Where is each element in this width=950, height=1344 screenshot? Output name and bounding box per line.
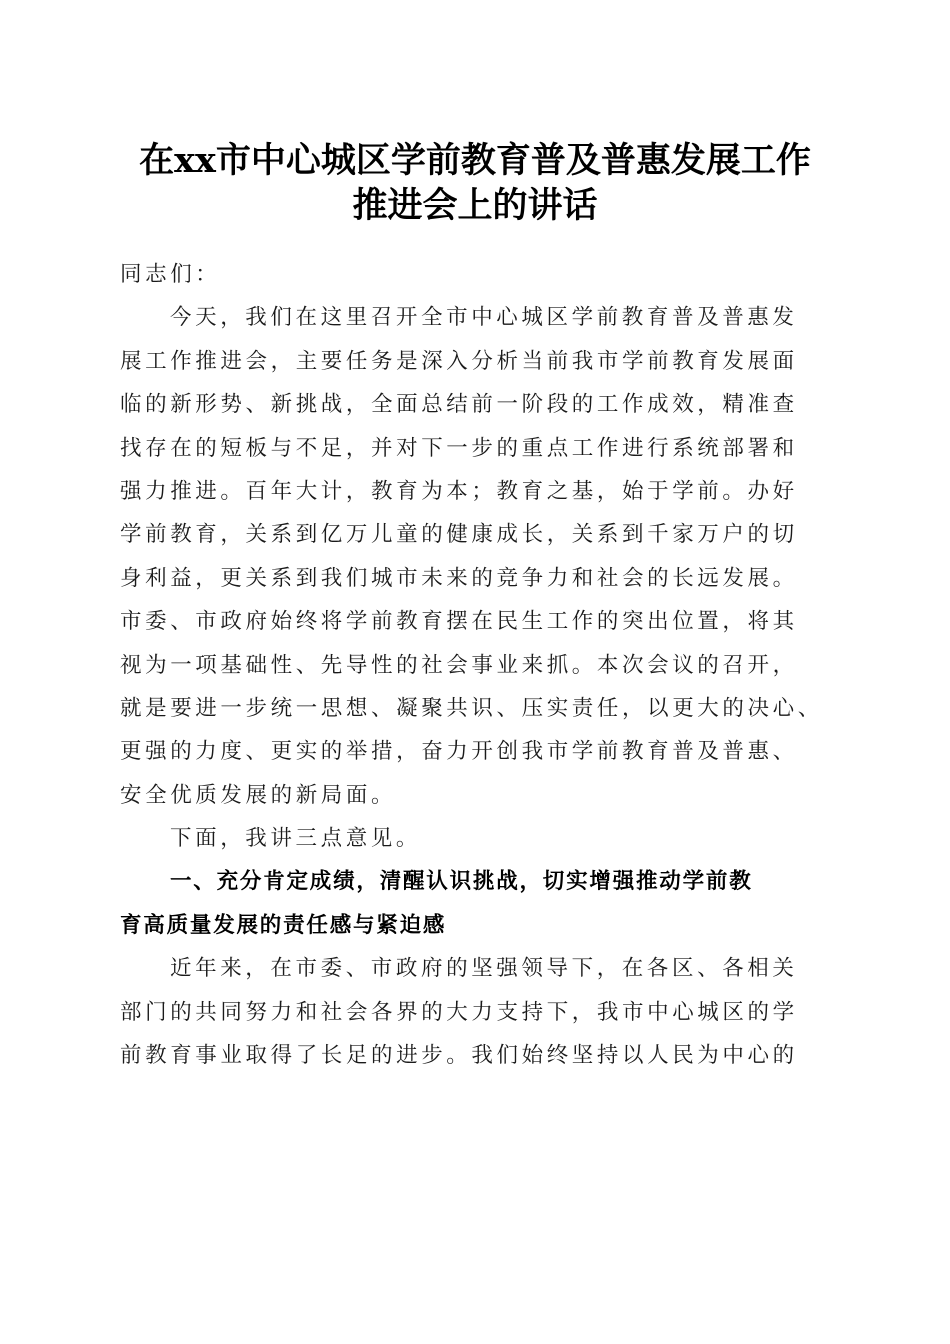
text-line: 学前教育，关系到亿万儿童的健康成长，关系到千家万户的切 — [120, 522, 798, 548]
text-line: 市委、市政府始终将学前教育摆在民生工作的突出位置，将其 — [120, 609, 798, 635]
document-body — [120, 253, 835, 1077]
heading-line: 一、充分肯定成绩，清醒认识挑战，切实增强推动学前教 — [170, 869, 753, 895]
document-title-line-2: 推进会上的讲话 — [352, 185, 598, 226]
text-line: 更强的力度、更实的举措，奋力开创我市学前教育普及普惠、 — [120, 739, 798, 765]
text-line: 部门的共同努力和社会各界的大力支持下，我市中心城区的学 — [120, 999, 798, 1025]
document-title-line-1: 在xx市中心城区学前教育普及普惠发展工作 — [139, 140, 811, 181]
heading-line: 育高质量发展的责任感与紧迫感 — [120, 912, 447, 938]
text-line: 强力推进。百年大计，教育为本；教育之基，始于学前。办好 — [120, 478, 798, 504]
text-line: 就是要进一步统一思想、凝聚共识、压实责任，以更大的决心、 — [120, 695, 823, 721]
paragraph-achievements — [120, 947, 835, 1077]
salutation: 同志们： — [120, 262, 221, 287]
text-line: 找存在的短板与不足，并对下一步的重点工作进行系统部署和 — [120, 435, 798, 461]
text-line: 展工作推进会，主要任务是深入分析当前我市学前教育发展面 — [120, 348, 798, 374]
paragraph-transition: 下面，我讲三点意见。 — [170, 826, 422, 852]
text-line: 前教育事业取得了长足的进步。我们始终坚持以人民为中心的 — [120, 1043, 798, 1069]
text-line: 临的新形势、新挑战，全面总结前一阶段的工作成效，精准查 — [120, 392, 798, 418]
text-line: 安全优质发展的新局面。 — [120, 782, 397, 808]
text-line: 身利益，更关系到我们城市未来的竞争力和社会的长远发展。 — [120, 565, 798, 591]
text-line: 今天，我们在这里召开全市中心城区学前教育普及普惠发 — [170, 305, 798, 331]
text-line: 近年来，在市委、市政府的坚强领导下，在各区、各相关 — [170, 956, 798, 982]
paragraph-opening — [120, 296, 835, 817]
section-heading-1 — [120, 860, 835, 947]
text-line: 视为一项基础性、先导性的社会事业来抓。本次会议的召开， — [120, 652, 798, 678]
